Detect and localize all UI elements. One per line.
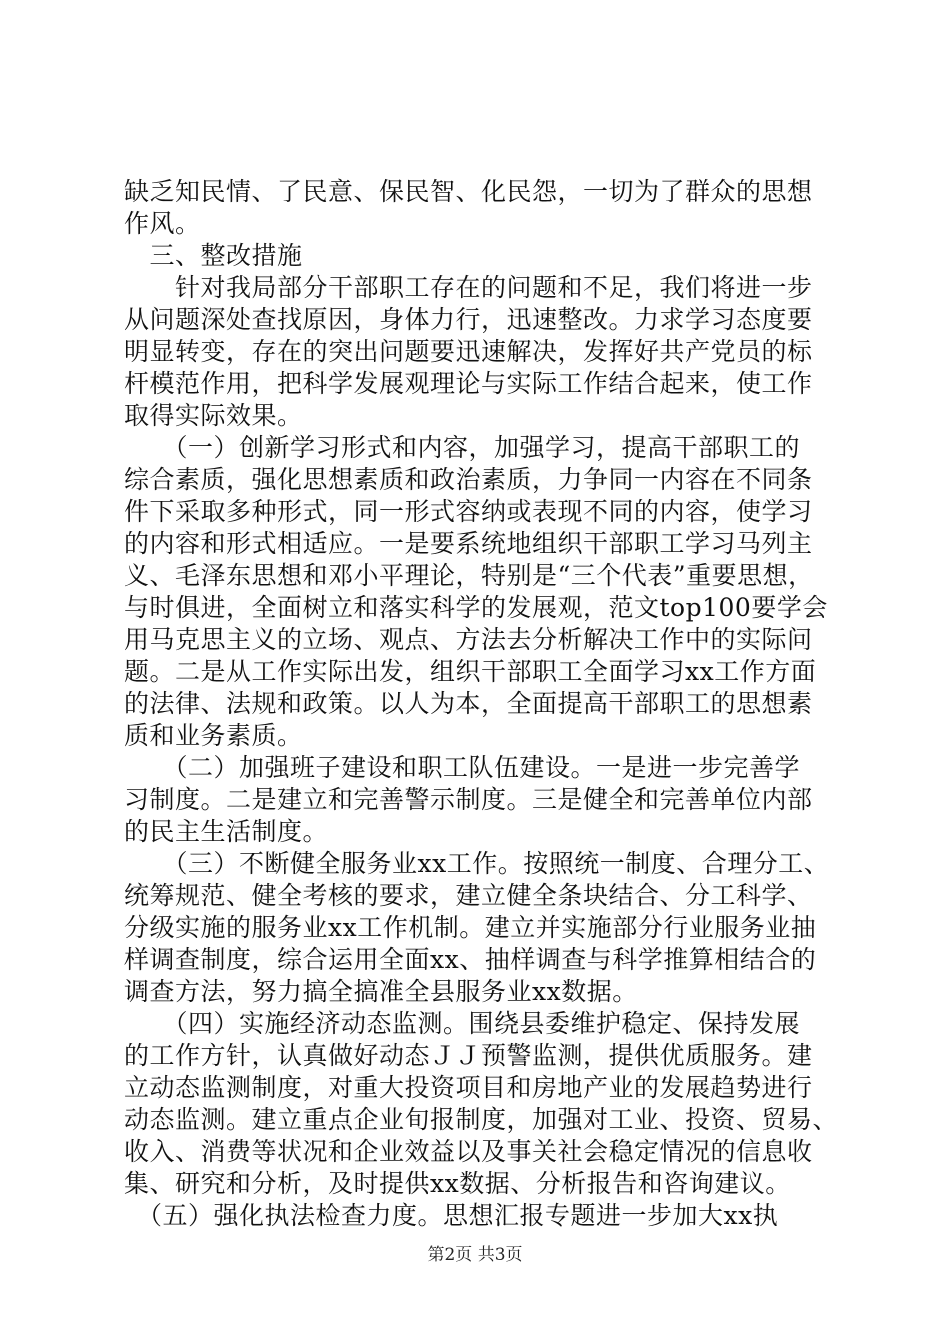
section-heading: 三、整改措施 — [124, 241, 303, 270]
text-line: 取得实际效果。 — [124, 401, 303, 430]
text-line: 题。二是从工作实际出发，组织干部职工全面学习xx工作方面 — [124, 657, 817, 686]
text-line: 的法律、法规和政策。以人为本，全面提高干部职工的思想素 — [124, 689, 813, 718]
text-line: 针对我局部分干部职工存在的问题和不足，我们将进一步 — [124, 273, 813, 302]
text-line: 件下采取多种形式，同一形式容纳或表现不同的内容，使学习 — [124, 497, 813, 526]
text-line: 杆模范作用，把科学发展观理论与实际工作结合起来，使工作 — [124, 369, 813, 398]
text-line: （五）强化执法检查力度。思想汇报专题进一步加大xx执 — [124, 1201, 779, 1230]
text-line: 质和业务素质。 — [124, 721, 303, 750]
text-line: 收入、消费等状况和企业效益以及事关社会稳定情况的信息收 — [124, 1137, 813, 1166]
text-line: 集、研究和分析，及时提供xx数据、分析报告和咨询建议。 — [124, 1169, 791, 1198]
text-line: 缺乏知民情、了民意、保民智、化民怨，一切为了群众的思想 — [124, 177, 813, 206]
text-line: 的工作方针，认真做好动态ＪＪ预警监测，提供优质服务。建 — [124, 1041, 813, 1070]
text-line: （四）实施经济动态监测。围绕县委维护稳定、保持发展 — [124, 1009, 801, 1038]
text-line: 调查方法，努力搞全搞准全县服务业xx数据。 — [124, 977, 638, 1006]
text-line: （二）加强班子建设和职工队伍建设。一是进一步完善学 — [124, 753, 801, 782]
text-line: 动态监测。建立重点企业旬报制度，加强对工业、投资、贸易、 — [124, 1105, 839, 1134]
text-line: 统筹规范、健全考核的要求，建立健全条块结合、分工科学、 — [124, 881, 813, 910]
text-line: 作风。 — [124, 209, 201, 238]
text-line: 的内容和形式相适应。一是要系统地组织干部职工学习马列主 — [124, 529, 813, 558]
text-line: 义、毛泽东思想和邓小平理论，特别是“三个代表”重要思想， — [124, 561, 814, 590]
text-line: （一）创新学习形式和内容，加强学习，提高干部职工的 — [124, 433, 801, 462]
text-line: 习制度。二是建立和完善警示制度。三是健全和完善单位内部 — [124, 785, 813, 814]
text-line: 样调查制度，综合运用全面xx、抽样调查与科学推算相结合的 — [124, 945, 817, 974]
text-line: （三）不断健全服务业xx工作。按照统一制度、合理分工、 — [124, 849, 830, 878]
text-line: 从问题深处查找原因，身体力行，迅速整改。力求学习态度要 — [124, 305, 813, 334]
text-line: 用马克思主义的立场、观点、方法去分析解决工作中的实际问 — [124, 625, 813, 654]
text-line: 明显转变，存在的突出问题要迅速解决，发挥好共产党员的标 — [124, 337, 813, 366]
text-line: 立动态监测制度，对重大投资项目和房地产业的发展趋势进行 — [124, 1073, 813, 1102]
text-line: 分级实施的服务业xx工作机制。建立并实施部分行业服务业抽 — [124, 913, 817, 942]
text-line: 与时俱进，全面树立和落实科学的发展观，范文top100要学会 — [124, 593, 828, 622]
page-footer: 第2页 共3页 — [427, 1245, 523, 1265]
text-line: 综合素质，强化思想素质和政治素质，力争同一内容在不同条 — [124, 465, 813, 494]
text-line: 的民主生活制度。 — [124, 817, 329, 846]
